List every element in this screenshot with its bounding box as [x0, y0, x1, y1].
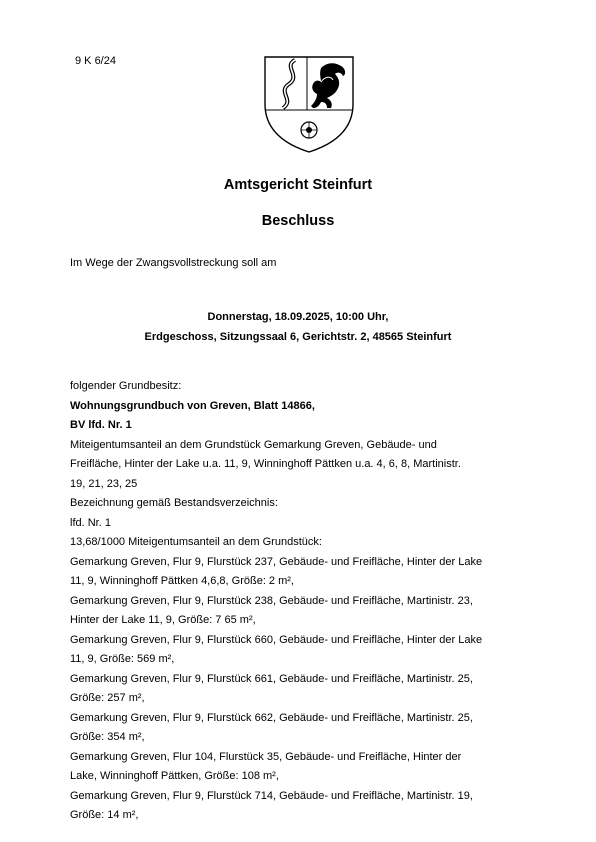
text-line: Größe: 257 m², [70, 692, 145, 704]
text-line: Größe: 14 m², [70, 809, 139, 821]
property-description [70, 377, 540, 826]
appointment-block [0, 307, 596, 347]
text-line: Gemarkung Greven, Flur 9, Flurstück 660, Gebäude- und Freifläche, Hinter der Lake [70, 633, 483, 646]
register-title: Wohnungsgrundbuch von Greven, Blatt 14866, [70, 399, 315, 412]
text-line: 11, 9, Größe: 569 m², [70, 653, 175, 665]
text-line: Gemarkung Greven, Flur 9, Flurstück 662, Gebäude- und Freifläche, Martinistr. 25, [70, 711, 473, 724]
text-line: Gemarkung Greven, Flur 9, Flurstück 238, Gebäude- und Freifläche, Martinistr. 23, [70, 594, 473, 607]
text-line: Miteigentumsanteil an dem Grundstück Gemarkung Greven, Gebäude- und [70, 438, 437, 451]
case-number: 9 K 6/24 [75, 55, 116, 67]
text-line: 19, 21, 23, 25 [70, 477, 138, 490]
court-name: Amtsgericht Steinfurt [223, 177, 373, 193]
text-line: Freifläche, Hinter der Lake u.a. 11, 9, Winninghoff Pättken u.a. 4, 6, 8, Martinistr. [70, 458, 461, 470]
property-intro: folgender Grundbesitz: [70, 380, 182, 392]
text-line: Bezeichnung gemäß Bestandsverzeichnis: [70, 497, 278, 509]
text-line: Gemarkung Greven, Flur 9, Flurstück 237, Gebäude- und Freifläche, Hinter der Lake [70, 555, 483, 568]
text-line: 13,68/1000 Miteigentumsanteil an dem Grundstück: [70, 536, 322, 548]
text-line: lfd. Nr. 1 [70, 516, 111, 529]
decision-title: Beschluss [261, 213, 335, 229]
text-line: Hinter der Lake 11, 9, Größe: 7 65 m², [70, 614, 256, 626]
text-line: Gemarkung Greven, Flur 104, Flurstück 35, Gebäude- und Freifläche, Hinter der [70, 750, 462, 763]
register-item: BV lfd. Nr. 1 [70, 419, 132, 431]
text-line: 11, 9, Winninghoff Pättken 4,6,8, Größe: 2 m², [70, 575, 294, 587]
text-line: Gemarkung Greven, Flur 9, Flurstück 714, Gebäude- und Freifläche, Martinistr. 19, [70, 789, 473, 802]
text-line: Gemarkung Greven, Flur 9, Flurstück 661, Gebäude- und Freifläche, Martinistr. 25, [70, 672, 473, 685]
text-line: Lake, Winninghoff Pättken, Größe: 108 m², [70, 770, 279, 782]
appointment-location: Erdgeschoss, Sitzungssaal 6, Gerichtstr. 2, 48565 Steinfurt [144, 331, 452, 343]
coat-of-arms-icon [261, 54, 357, 154]
intro-text: Im Wege der Zwangsvollstreckung soll am [70, 257, 277, 269]
appointment-date-time: Donnerstag, 18.09.2025, 10:00 Uhr, [207, 311, 389, 323]
text-line: Größe: 354 m², [70, 731, 145, 743]
